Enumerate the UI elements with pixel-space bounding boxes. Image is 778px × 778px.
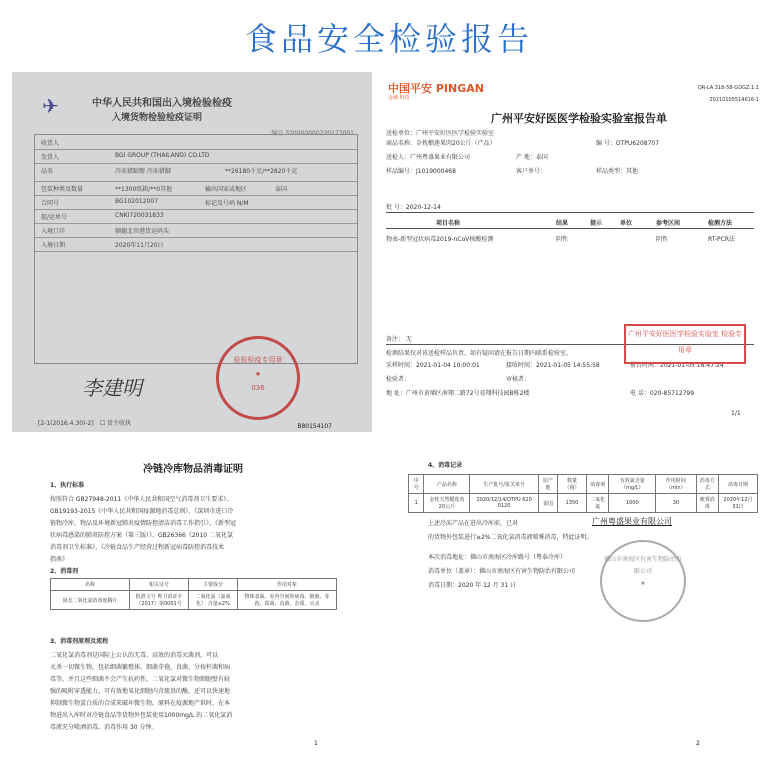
table-row: 入境日期 2020年11月20日 bbox=[35, 237, 357, 252]
report-field: 样品类型：其他 bbox=[596, 168, 639, 175]
disinfection-unit: 消毒单位（盖章）：佛山市南海区有害生物防治有限公司 bbox=[428, 568, 576, 575]
result-method: RT-PCR法 bbox=[708, 236, 735, 243]
table-row: 序号 产品名称 生产批号/报关单号 原产地 数量（箱） 消毒剂 有效氯含量（mg/L） 作用时间（min） 消毒方式 消毒日期 bbox=[409, 475, 758, 494]
page-number: 1 bbox=[314, 740, 318, 747]
auditor: 审核者： bbox=[506, 376, 531, 383]
company-name: 广州粤盛果业有限公司 bbox=[592, 517, 672, 526]
certificate-heading: 中华人民共和国出入境检验检疫 bbox=[92, 98, 232, 109]
disinfection-address: 本次消毒地址：佛山市南海区冷库路号（粤泰冷库） bbox=[428, 554, 567, 561]
paragraph-line: 按照符合 GB27948-2011《中华人民共和国空气消毒剂卫生要求》、 bbox=[50, 496, 233, 503]
report-codes: QR-LA 318-58-GDGZ.1.1 20210105514616-1 bbox=[697, 85, 759, 103]
table-row: 固态二氧化氯消毒泡腾片 批准文号 粤卫消证字（2017）第0001号 二氧化氯（氯氧化） 含量≥2% 物体表面、室内空间的病毒、细菌、芽孢、霉菌、真菌、杂质、灭杀 bbox=[51, 591, 337, 610]
disinfection-title: 冷链冷库物品消毒证明 bbox=[143, 464, 243, 475]
disinfection-record-table bbox=[408, 474, 758, 513]
column-header: 单位 bbox=[620, 220, 633, 227]
report-field: 产 地：泰国 bbox=[516, 154, 548, 161]
paragraph-line: 毒等，并且这些细菌不会产生抗药性。二氧化氯对微生物细胞壁有较 bbox=[50, 676, 231, 683]
disinfection-page-2 bbox=[396, 440, 758, 770]
table-row: 入境口岸 顺德北窖港货运码头 bbox=[35, 223, 357, 238]
column-header: 参考区间 bbox=[656, 220, 681, 227]
inspector: 检验者： bbox=[386, 376, 411, 383]
column-header: 检测方法 bbox=[708, 220, 733, 227]
certification-line: 上述冷冻产品在进出冷库前，已对 bbox=[428, 520, 519, 527]
disinfection-page-1 bbox=[12, 440, 374, 770]
paragraph-line: 消毒剂卫生标准》、《冷链食品生产经营过程新冠病毒防控消毒技术 bbox=[50, 544, 225, 551]
logo-subtitle: 金融·科技 bbox=[388, 95, 410, 101]
certificate-grid bbox=[34, 134, 358, 364]
report-field: 送检单位：广州平安好医医学检验实验室 bbox=[386, 130, 495, 137]
certificate-subheading: 入境货物检验检疫证明 bbox=[112, 113, 203, 123]
column-header: 结果 bbox=[556, 220, 569, 227]
paragraph-line: 灭杀一切微生物，包括细菌繁殖体、细菌芽孢、真菌、分枝杆菌和病 bbox=[50, 664, 231, 671]
disinfectant-table bbox=[50, 578, 337, 610]
disinfection-date: 消毒日期：2020 年 12 月 31 日 bbox=[428, 582, 517, 589]
paragraph-line: 强的吸附穿透能力，可有效地氧化细胞内含巯基的酶，还可以快速地 bbox=[50, 688, 231, 695]
divider bbox=[386, 212, 754, 213]
inspector-signature: 李建明 bbox=[82, 376, 142, 400]
section-heading: 2、消毒剂 bbox=[50, 568, 79, 575]
report-address: 地 址：广州市黄埔区南翔二路72号易翔科技园B栋2楼 bbox=[386, 390, 530, 397]
result-test-name: 物表-新型冠状病毒2019-nCoV核酸检测 bbox=[386, 236, 494, 243]
inspection-seal: 检验检疫专用章 ★ 036 bbox=[216, 336, 300, 420]
section-heading: 1、执行标准 bbox=[50, 482, 85, 489]
result-value: 阴性 bbox=[556, 236, 569, 243]
table-row: 提/运单号 CNKI720031833 bbox=[35, 209, 357, 224]
table-row: 包装种类及数量 **1300纸箱/**0其他 输出国家或地区 泰国 bbox=[35, 181, 357, 196]
certification-line: 的货物外包装进行≥2%二氧化氯消毒液喷雾消毒，特此证明。 bbox=[428, 534, 593, 541]
table-row: 名称 相关证号 主要成分 作用对象 bbox=[51, 579, 337, 591]
report-title: 广州平安好医医学检验实验室报告单 bbox=[491, 112, 667, 125]
paragraph-line: 状病毒感染的肺炎防控方案（第三版）》、GB26366《2010 二氧化氯 bbox=[50, 532, 234, 539]
report-field: 批 号：2020-12-14 bbox=[386, 204, 441, 211]
table-row: 发货人 BGI GROUP (THAILAND) CO.LTD bbox=[35, 149, 357, 164]
form-code: [2-1(2016.4.30)-2] ☐ 货主收执 bbox=[38, 420, 131, 427]
company-stamp: 佛山市南海区有害生物防治有限公司 ★ bbox=[600, 540, 686, 622]
paragraph-line: 二氧化氯消毒剂是国际上公认的无毒、高效的消毒灭菌剂，可以 bbox=[50, 652, 219, 659]
table-row: 收货人 bbox=[35, 135, 357, 150]
report-field: 编 号：OTPU6208707 bbox=[596, 140, 660, 147]
certificate-number: 编号 320000000220177001 bbox=[271, 130, 354, 137]
report-phone: 电 话：020-85712799 bbox=[630, 390, 695, 397]
quarantine-certificate bbox=[12, 72, 372, 432]
section-heading: 3、消毒剂原理及流程 bbox=[50, 638, 109, 645]
collect-time: 采样时间：2021-01-04 10:00:01 bbox=[386, 362, 480, 369]
column-header: 项目名称 bbox=[436, 220, 461, 227]
lab-stamp: 广州平安好医医学检验实验室 检验专用章 bbox=[624, 324, 746, 364]
report-note: 备注： 无 bbox=[386, 336, 412, 343]
paragraph-line: GB19193-2015《中华人民共和国疫源地消毒总则》、《深圳市进口冷 bbox=[50, 508, 234, 515]
table-row: 合同号 BG102012007 标记及号码 N/M bbox=[35, 195, 357, 210]
report-field: 样品编号：J1019000468 bbox=[386, 168, 456, 175]
report-field: 送检人：广州粤盛果业有限公司 bbox=[386, 154, 471, 161]
barcode-number: B80154107 bbox=[297, 423, 332, 430]
paragraph-line: 链物冷库、物品及环境新冠肺炎疫情防控清洁消毒工作指引》、《新型冠 bbox=[50, 520, 237, 527]
divider bbox=[386, 228, 754, 229]
report-field: 商品名称：金枕榴莲果肉20公斤（产品） bbox=[386, 140, 496, 147]
page-number: 1/1 bbox=[731, 410, 741, 417]
table-row: 品名 冷冻猪蹄髈 冷冻猪脚 **26180千克/**2820千克 bbox=[35, 163, 357, 182]
report-field: 客户单号： bbox=[516, 168, 547, 175]
result-reference: 阴性 bbox=[656, 236, 669, 243]
lab-report bbox=[376, 72, 765, 430]
paragraph-line: 抑制微生物蛋白质的合成来破坏微生物。原料在疫源地产供时，在本 bbox=[50, 700, 231, 707]
section-heading: 4、消毒记录 bbox=[428, 462, 463, 469]
pingan-logo: 中国平安 PINGAN bbox=[388, 82, 484, 95]
page-title: 食品安全检验报告 bbox=[244, 20, 533, 58]
paragraph-line: 物进出入库时对冷链食品等货物外包装使用1000mg/L 的二氧化氯消 bbox=[50, 712, 233, 719]
report-disclaimer: 检测结果仅对该送检样品负责，如有疑问请在报告日期内联系检验室。 bbox=[386, 350, 573, 357]
table-row: 1 金枕天然榴莲肉 20公斤 2020/12/14/OTPU 620 0120 泰国 1350 二氧化氯 1000 30 喷雾消毒 2020年12月31日 bbox=[409, 494, 758, 513]
page-number: 2 bbox=[696, 740, 700, 747]
column-header: 提示 bbox=[590, 220, 603, 227]
paragraph-line: 指南》 bbox=[50, 556, 69, 563]
receive-time: 接收时间：2021-01-05 14:55:58 bbox=[506, 362, 600, 369]
report-time: 报告时间：2021-01-05 18:47:24 bbox=[630, 362, 724, 369]
paragraph-line: 毒液充分喷洒消毒，消毒作用 30 分钟。 bbox=[50, 724, 158, 731]
emblem-icon: ✈ bbox=[42, 94, 59, 118]
